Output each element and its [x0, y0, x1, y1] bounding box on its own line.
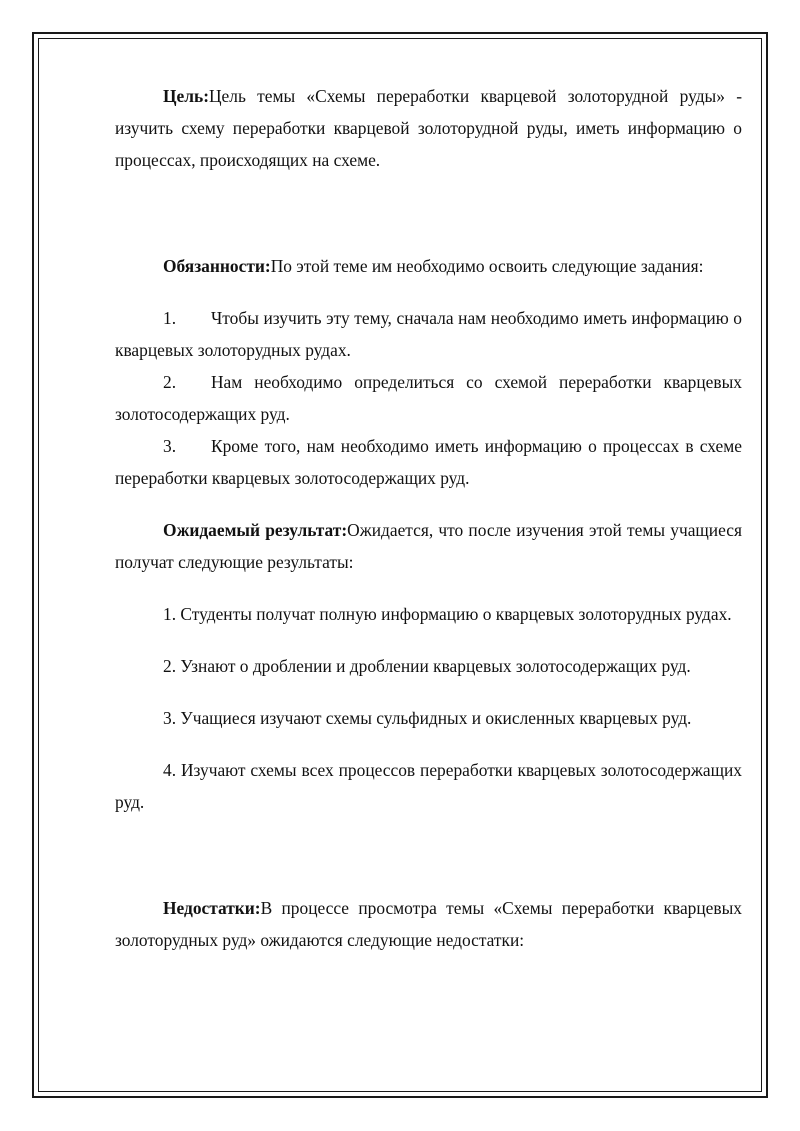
goal-paragraph — [115, 80, 742, 176]
expected-label: Ожидаемый результат: — [163, 520, 348, 540]
duties-label: Обязанности: — [163, 256, 271, 276]
duty-item — [115, 366, 742, 430]
duty-item-number: 2. — [163, 372, 177, 392]
expected-item: 4. Изучают схемы всех процессов переработки кварцевых золотосодержащих руд. — [115, 760, 742, 812]
document-body — [115, 80, 742, 956]
drawbacks-text: В процессе просмотра темы «Схемы переработки кварцевых золоторудных руд» ожидаются следующие недостатки: — [115, 898, 742, 950]
expected-item: 1. Студенты получат полную информацию о кварцевых золоторудных рудах. — [163, 604, 732, 624]
duty-item-text: Нам необходимо определиться со схемой переработки кварцевых золотосодержащих руд. — [115, 372, 742, 424]
goal-text: Цель темы «Схемы переработки кварцевой золоторудной руды» - изучить схему переработки кварцевой золоторудной руды, иметь информацию о процессах, происходящих на схеме. — [115, 86, 742, 170]
duty-item-text: Кроме того, нам необходимо иметь информацию о процессах в схеме переработки кварцевых золотосодержащих руд. — [115, 436, 742, 488]
duty-item-number: 3. — [163, 436, 177, 456]
expected-item: 2. Узнают о дроблении и дроблении кварцевых золотосодержащих руд. — [163, 656, 691, 676]
goal-label: Цель: — [163, 86, 209, 106]
duty-item — [115, 302, 742, 366]
drawbacks-label: Недостатки: — [163, 898, 261, 918]
expected-item: 3. Учащиеся изучают схемы сульфидных и окисленных кварцевых руд. — [163, 708, 692, 728]
expected-text: Ожидается, что после изучения этой темы учащиеся получат следующие результаты: — [115, 520, 742, 572]
duty-item-number: 1. — [163, 308, 177, 328]
duty-item-text: Чтобы изучить эту тему, сначала нам необходимо иметь информацию о кварцевых золоторудных рудах. — [115, 308, 742, 360]
drawbacks-paragraph — [115, 892, 742, 956]
duties-paragraph — [115, 250, 742, 282]
duty-item — [115, 430, 742, 494]
duties-text: По этой теме им необходимо освоить следующие задания: — [270, 256, 704, 276]
expected-paragraph — [115, 514, 742, 578]
